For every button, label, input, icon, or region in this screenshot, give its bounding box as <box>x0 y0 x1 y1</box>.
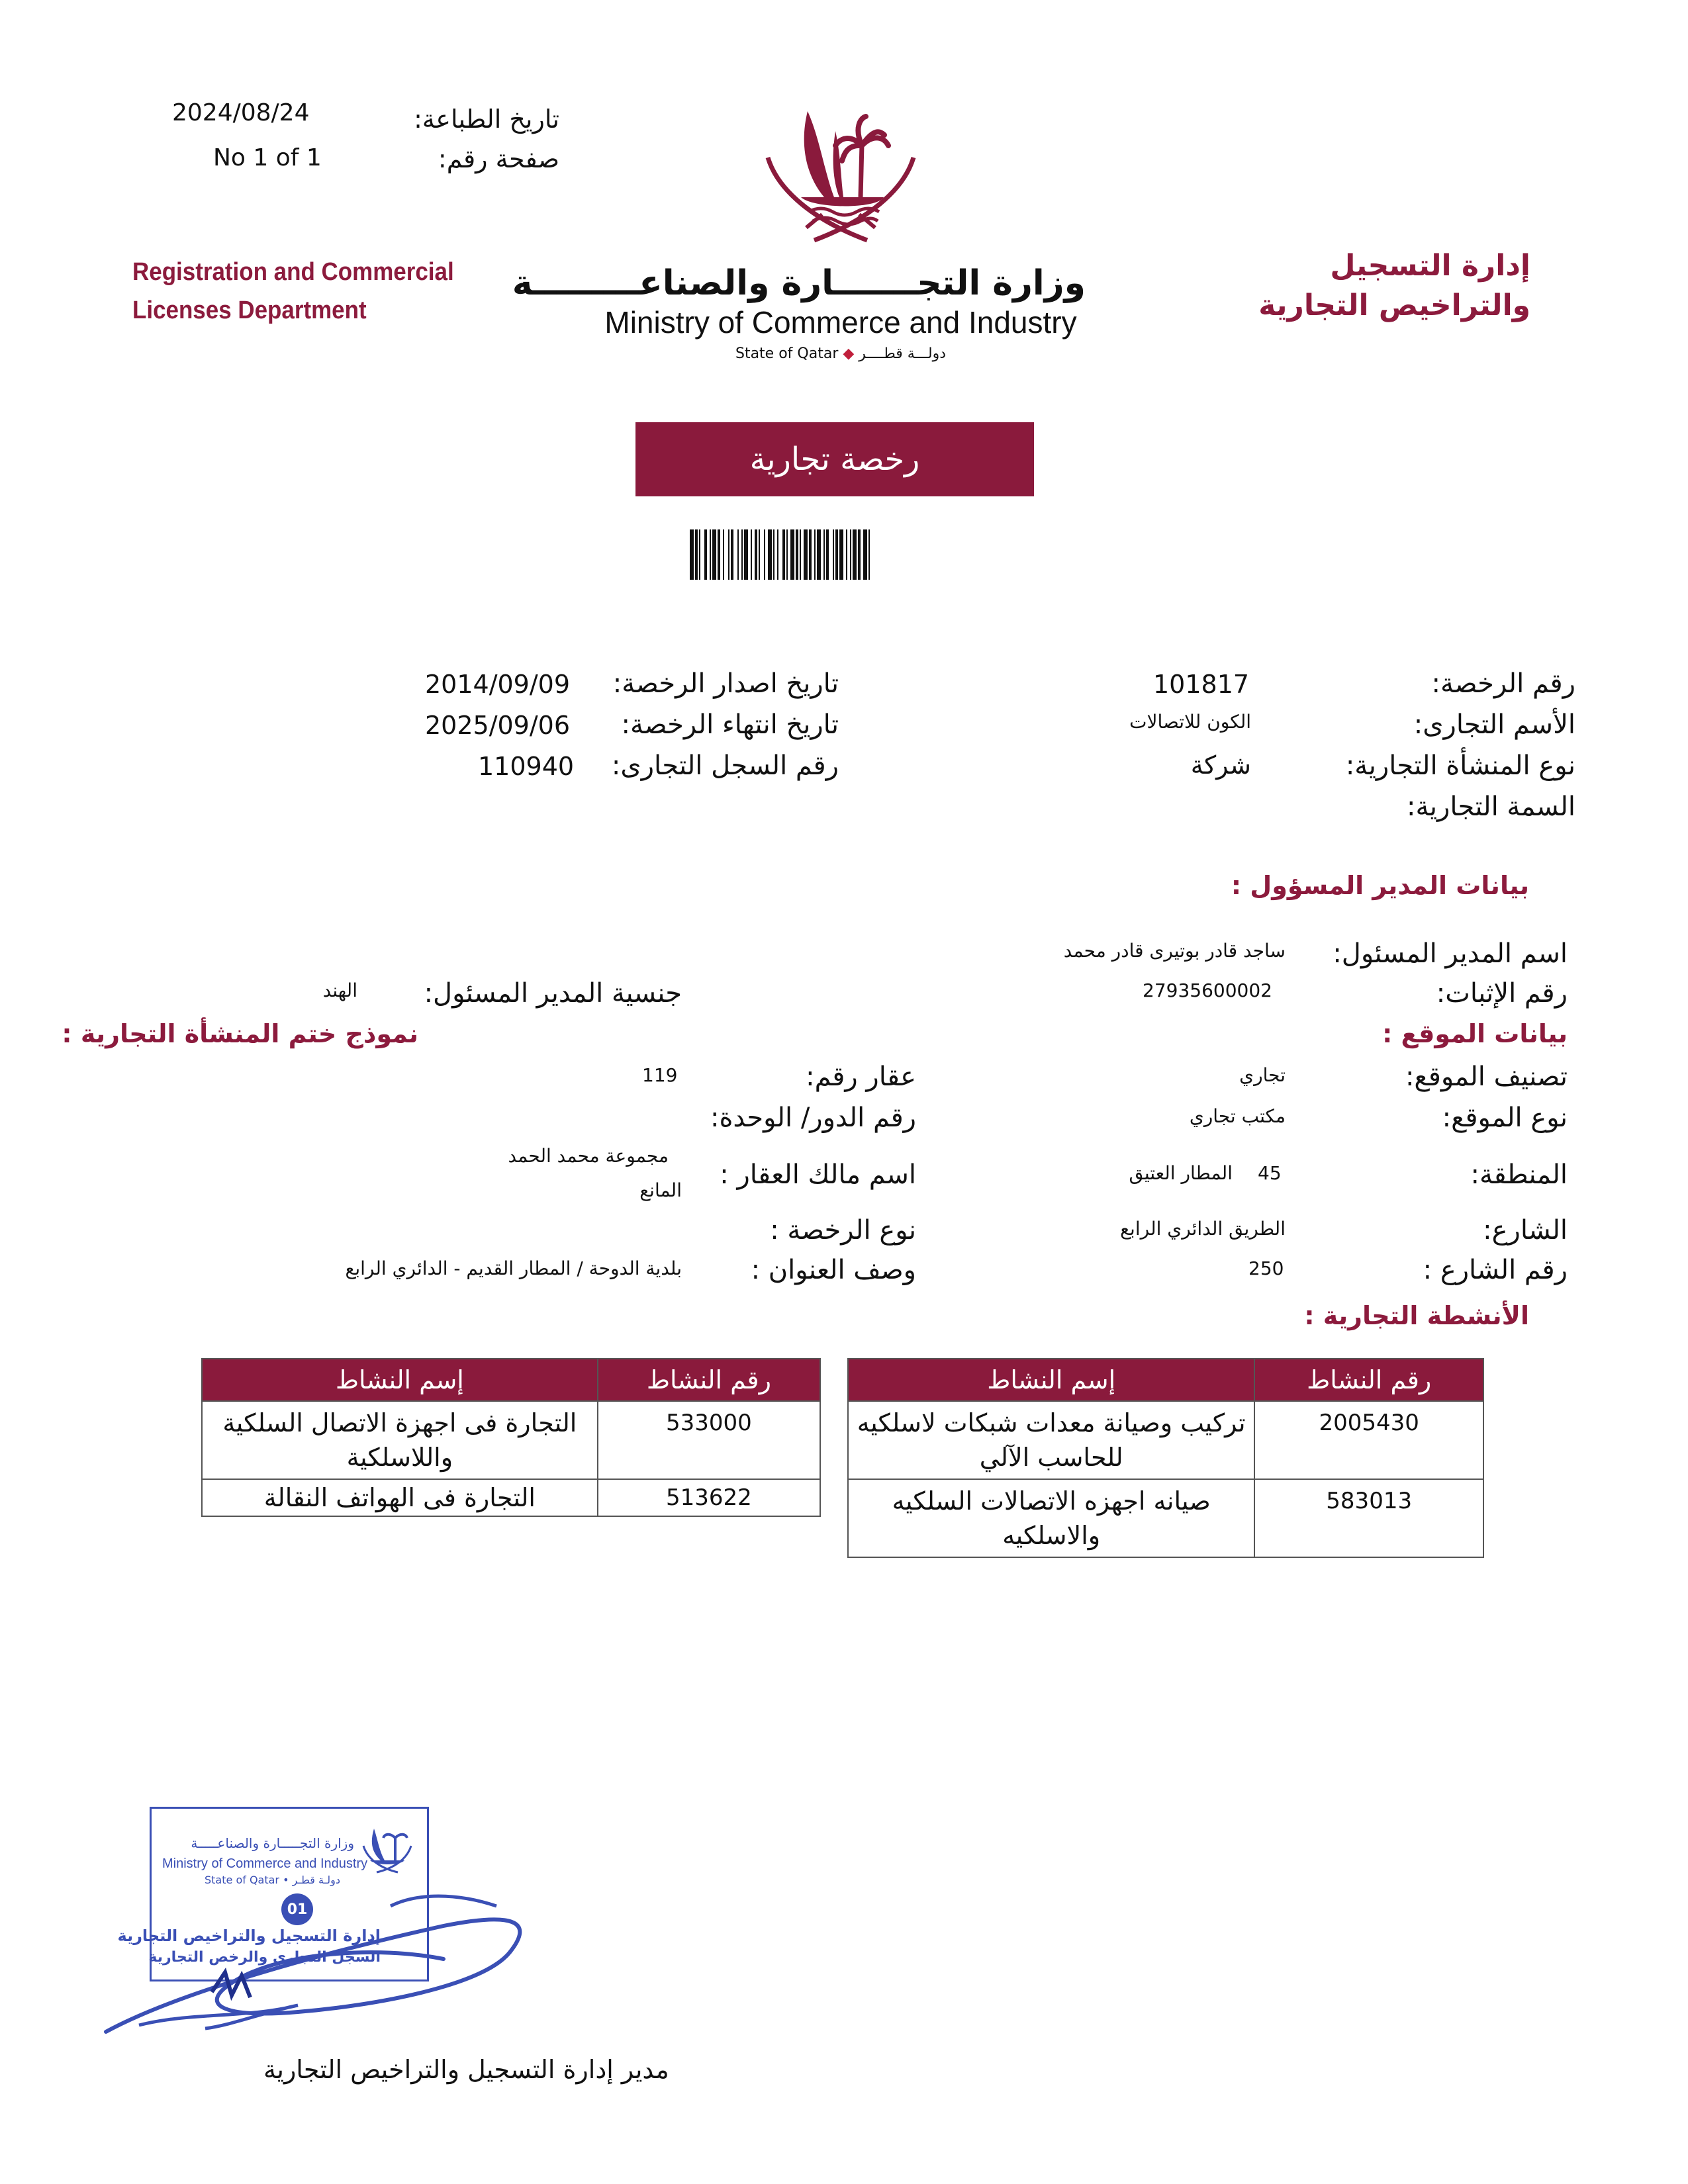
location-type-value: مكتب تجاري <box>1189 1105 1286 1127</box>
print-date-label: تاريخ الطباعة: <box>414 105 559 134</box>
trade-name-value: الكون للاتصالات <box>1129 711 1251 733</box>
license-number-value: 101817 <box>1153 670 1250 699</box>
activity-name-cell: التجارة فى الهواتف النقالة <box>202 1479 598 1516</box>
table-header-row <box>202 1359 820 1401</box>
stamp-ministry-en: Ministry of Commerce and Industry <box>162 1856 368 1871</box>
cr-number-value: 110940 <box>478 752 575 781</box>
department-name-ar-line1: إدارة التسجيل <box>1330 249 1530 283</box>
issue-date-value: 2014/09/09 <box>425 670 571 699</box>
entity-type-value: شركة <box>1190 751 1251 780</box>
address-description-label: وصف العنوان : <box>751 1255 916 1285</box>
issue-date-label: تاريخ اصدار الرخصة: <box>612 668 839 699</box>
table-row <box>202 1479 820 1516</box>
zone-name-value: المطار العتيق <box>1129 1162 1233 1184</box>
property-owner-line2: المانع <box>639 1179 682 1201</box>
expiry-date-label: تاريخ انتهاء الرخصة: <box>621 709 839 740</box>
activity-number-cell: 2005430 <box>1254 1401 1483 1479</box>
qatar-emblem-icon <box>761 98 920 250</box>
column-header-number: رقم النشاط <box>1254 1359 1483 1401</box>
department-name-en <box>132 253 454 330</box>
property-owner-line1: مجموعة محمد الحمد <box>508 1145 669 1167</box>
stamp-section-title: نموذج ختم المنشأة التجارية : <box>62 1019 418 1048</box>
cr-number-label: رقم السجل التجارى: <box>611 751 839 781</box>
activity-name-cell: تركيب وصيانة معدات شبكات لاسلكيه للحاسب الآلي <box>848 1401 1254 1479</box>
table-row <box>848 1401 1483 1479</box>
stamp-ministry-ar: وزارة التجـــــارة والصناعـــــة <box>191 1835 354 1851</box>
trademark-label: السمة التجارية: <box>1406 792 1575 822</box>
street-label: الشارع: <box>1483 1215 1568 1246</box>
column-header-number: رقم النشاط <box>598 1359 820 1401</box>
column-header-name: إسم النشاط <box>202 1359 598 1401</box>
expiry-date-value: 2025/09/06 <box>425 711 571 740</box>
zone-number-value: 45 <box>1258 1162 1282 1184</box>
street-number-label: رقم الشارع : <box>1423 1255 1568 1285</box>
activity-name-cell: صيانه اجهزه الاتصالات السلكيه والاسلكيه <box>848 1479 1254 1557</box>
manager-name-value: ساجد قادر بوتيرى قادر محمد <box>1063 940 1286 962</box>
manager-id-value: 27935600002 <box>1143 979 1272 1001</box>
license-type-label: نوع الرخصة : <box>770 1215 916 1246</box>
print-date-value: 2024/08/24 <box>172 99 310 126</box>
separator-dot-icon: ◆ <box>843 345 855 362</box>
stamp-state: State of Qatar • دولـة قطـر <box>205 1874 340 1886</box>
department-name-ar <box>1258 246 1530 326</box>
activities-section-title: الأنشطة التجارية : <box>1304 1301 1529 1330</box>
stamp-emblem-icon <box>361 1822 414 1875</box>
stamp-department-line2: السجل التجاري والرخص التجارية <box>148 1949 381 1966</box>
department-name-ar-line2: والتراخيص التجارية <box>1258 289 1530 322</box>
department-name-en-line1: Registration and Commercial <box>132 258 454 286</box>
barcode-icon <box>690 529 990 580</box>
activities-table-right <box>847 1358 1484 1558</box>
location-class-label: تصنيف الموقع: <box>1405 1062 1568 1092</box>
address-description-value: بلدية الدوحة / المطار القديم - الدائري الرابع <box>345 1257 682 1279</box>
manager-name-label: اسم المدير المسئول: <box>1333 938 1568 969</box>
table-row <box>202 1401 820 1479</box>
entity-type-label: نوع المنشأة التجارية: <box>1345 751 1575 781</box>
manager-nationality-label: جنسية المدير المسئول: <box>424 978 682 1009</box>
page-number-label: صفحة رقم: <box>438 144 559 173</box>
trade-name-label: الأسم التجارى: <box>1413 709 1575 740</box>
manager-id-label: رقم الإثبات: <box>1436 978 1568 1009</box>
stamp-badge: 01 <box>281 1893 313 1925</box>
signature-caption: مدير إدارة التسجيل والتراخيص التجارية <box>263 2055 669 2084</box>
zone-label: المنطقة: <box>1470 1160 1568 1190</box>
license-number-label: رقم الرخصة: <box>1431 668 1575 699</box>
ministry-name-en: Ministry of Commerce and Industry <box>604 305 1077 340</box>
activities-table-left <box>201 1358 821 1517</box>
activity-number-cell: 533000 <box>598 1401 820 1479</box>
location-section-title: بيانات الموقع : <box>1382 1019 1568 1048</box>
stamp-department-line1: إدارة التسجيل والتراخيص التجارية <box>117 1927 381 1945</box>
property-number-label: عقار رقم: <box>806 1062 916 1092</box>
column-header-name: إسم النشاط <box>848 1359 1254 1401</box>
table-header-row <box>848 1359 1483 1401</box>
property-number-value: 119 <box>642 1064 678 1086</box>
table-row <box>848 1479 1483 1557</box>
signature-scribble-icon <box>99 1880 549 2052</box>
location-type-label: نوع الموقع: <box>1442 1103 1568 1133</box>
property-owner-label: اسم مالك العقار : <box>720 1160 916 1190</box>
location-class-value: تجاري <box>1239 1064 1286 1086</box>
state-name-ar: دولـــة قطــــر <box>859 345 947 362</box>
department-name-en-line2: Licenses Department <box>132 296 367 324</box>
activity-number-cell: 583013 <box>1254 1479 1483 1557</box>
state-of-qatar-line <box>596 345 1086 362</box>
manager-section-title: بيانات المدير المسؤول : <box>1231 871 1529 900</box>
street-number-value: 250 <box>1248 1257 1284 1279</box>
document-title: رخصة تجارية <box>635 422 1034 496</box>
page-number-value: No 1 of 1 <box>213 144 322 171</box>
floor-unit-label: رقم الدور/ الوحدة: <box>710 1103 916 1133</box>
street-value: الطريق الدائري الرابع <box>1120 1218 1286 1240</box>
activity-number-cell: 513622 <box>598 1479 820 1516</box>
manager-nationality-value: الهند <box>322 979 357 1001</box>
ministry-name-ar: وزارة التجـــــــارة والصناعـــــــــة <box>512 263 1086 303</box>
activity-name-cell: التجارة فى اجهزة الاتصال السلكية واللاسلكية <box>202 1401 598 1479</box>
state-name-en: State of Qatar <box>735 345 839 362</box>
